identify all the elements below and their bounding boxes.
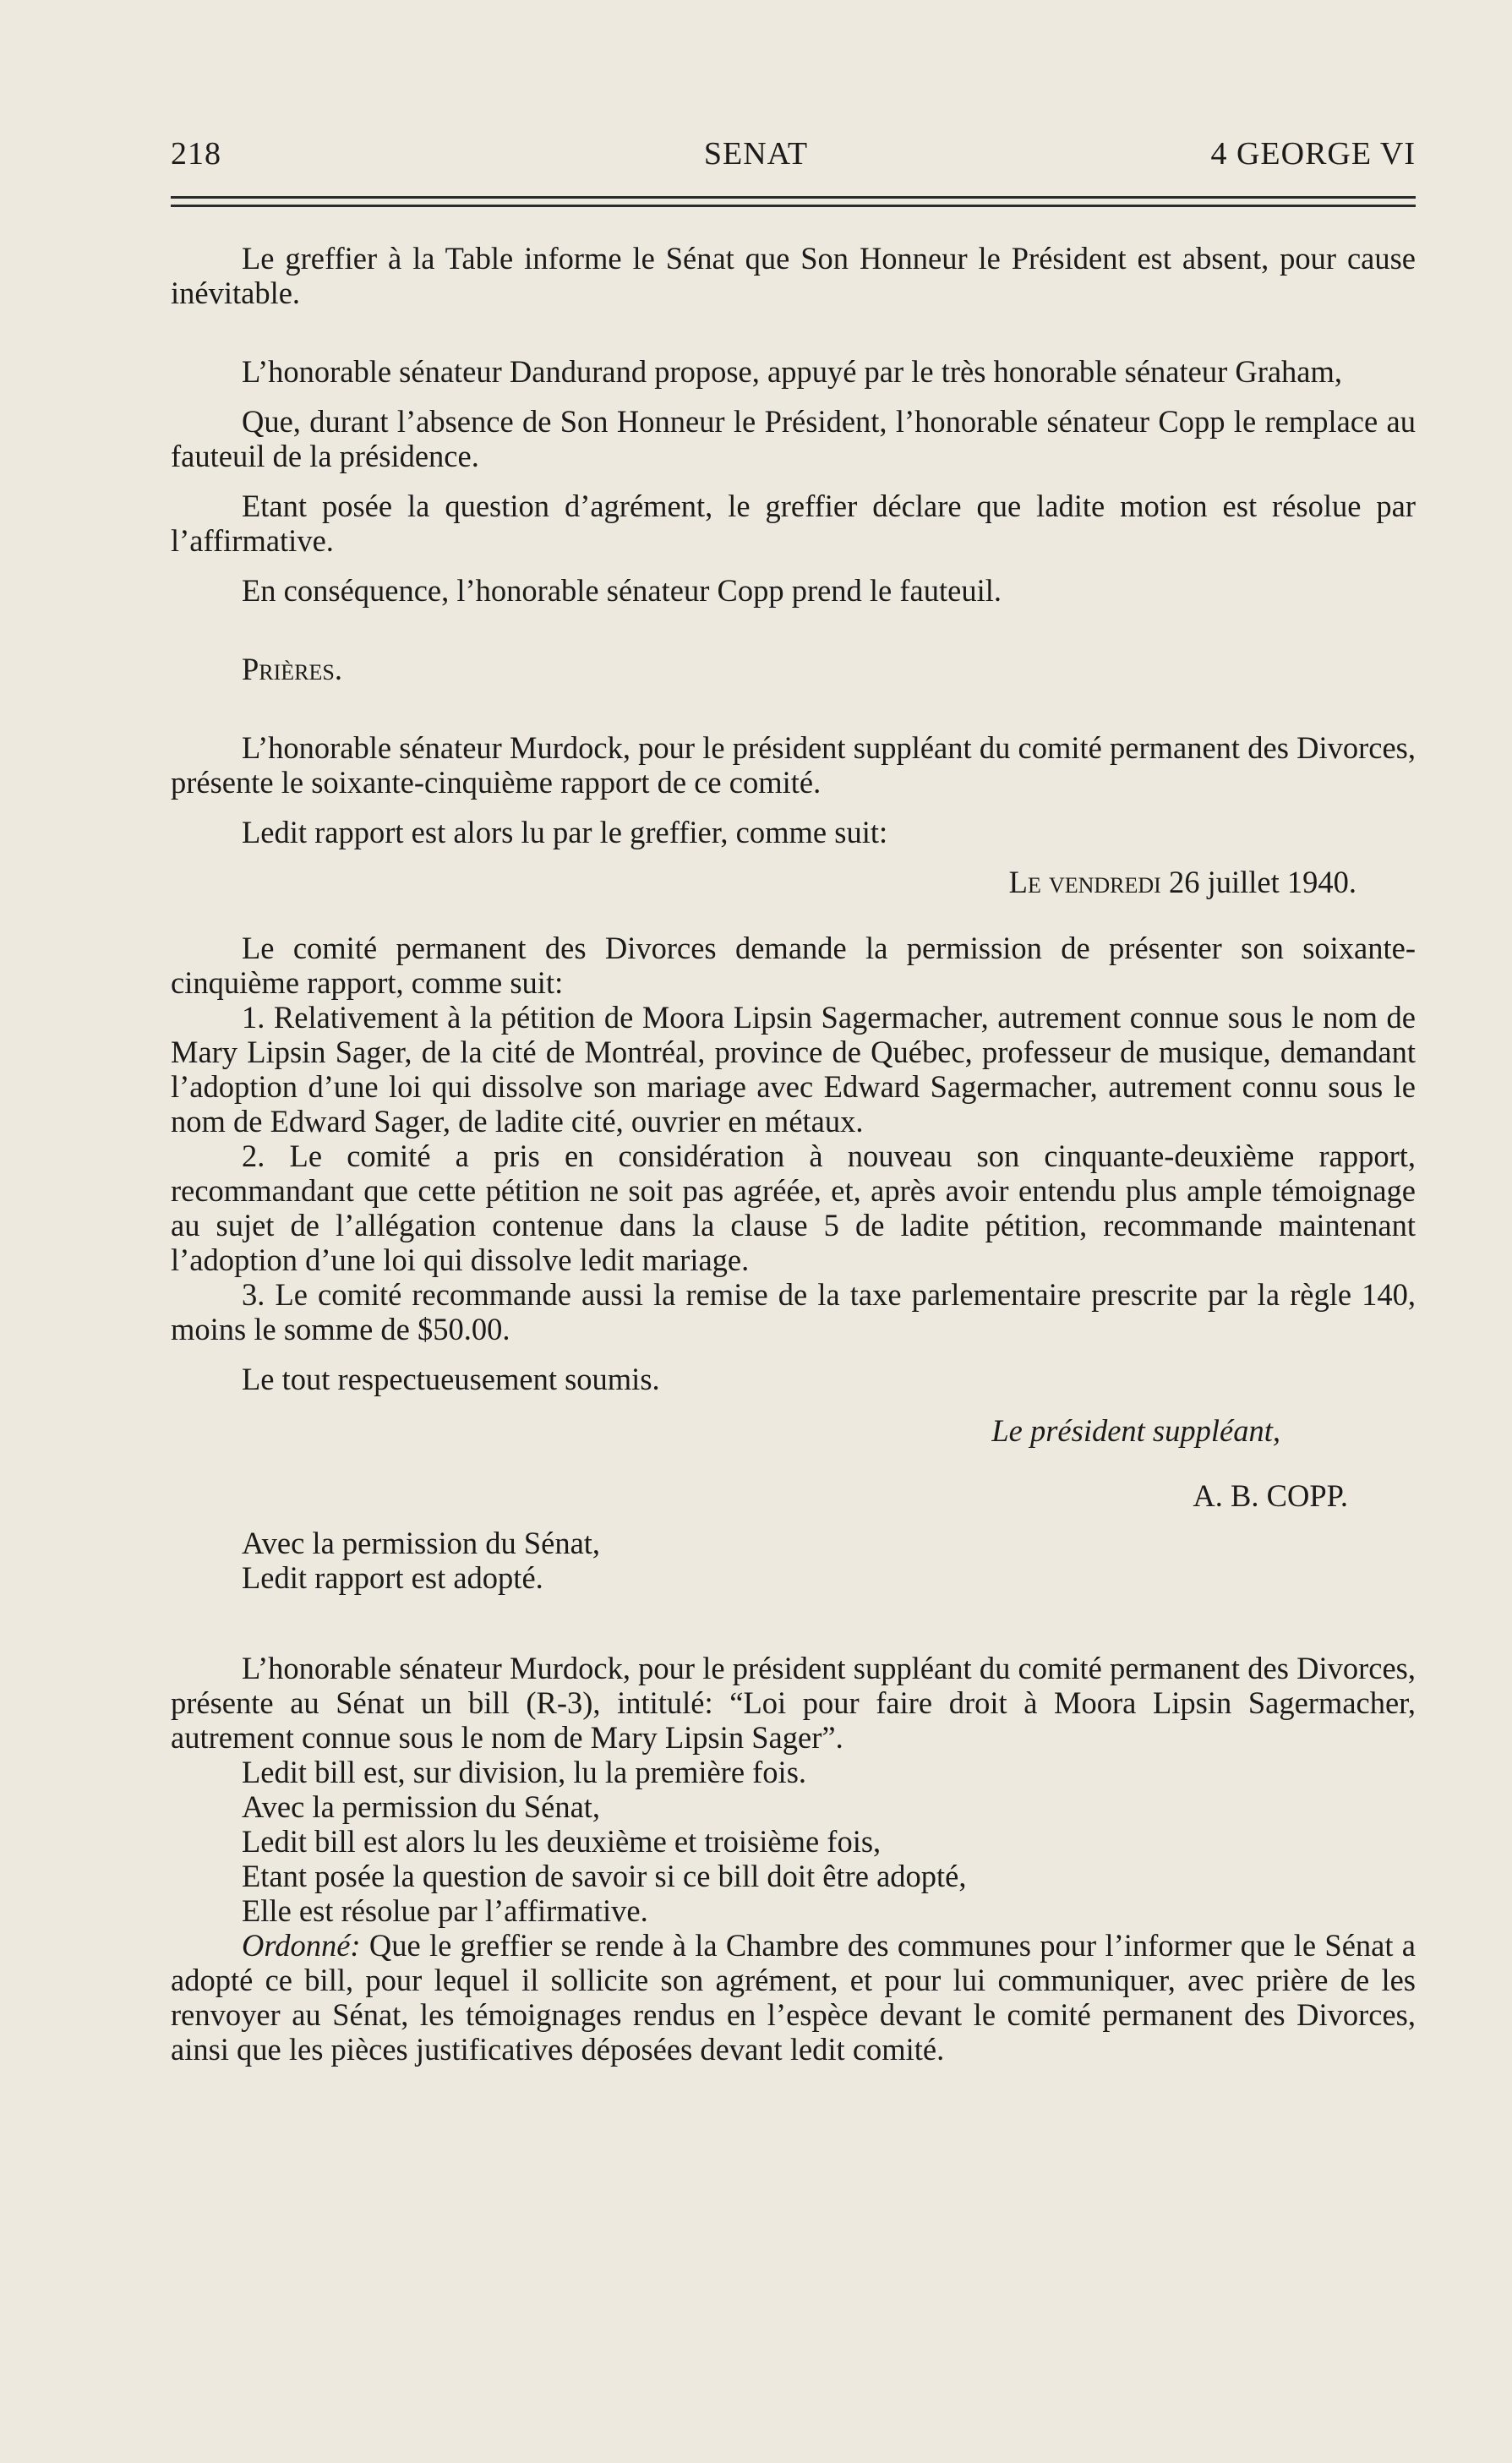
- paragraph-motion: L’honorable sénateur Dandurand propose, appuyé par le très honorable sénateur Graham,: [242, 354, 1343, 389]
- signature-title: Le président suppléant,: [991, 1412, 1280, 1448]
- reign-label: 4 GEORGE VI: [1210, 136, 1416, 172]
- paragraph-motion-text: Que, durant l’absence de Son Honneur le Président, l’honorable sénateur Copp le remplace au fauteuil de la présidence.: [171, 404, 1416, 473]
- paragraph-second-third-reading: Ledit bill est alors lu les deuxième et troisième fois,: [242, 1823, 882, 1859]
- report-date-day: Le vendredi: [1008, 865, 1161, 899]
- paragraph-respectfully-submitted: Le tout respectueusement soumis.: [242, 1361, 660, 1396]
- paragraph-report-read: Ledit rapport est alors lu par le greffier, comme suit:: [242, 815, 888, 849]
- paragraph-leave-of-senate: Avec la permission du Sénat,: [242, 1525, 601, 1560]
- signature-name: A. B. COPP.: [1193, 1478, 1348, 1513]
- paragraph-report-item-1: 1. Relativement à la pétition de Moora Lipsin Sagermacher, autrement connue sous le nom de Mary Lipsin Sager, de la cité de Montréal, province de Québec, professeur de musique, demandant l’adoption d’une loi qui dissolve son mariage avec Edward Sagermacher, autrement connu sous le nom de Edward Sager, de ladite cité, ouvrier en métaux.: [171, 999, 1416, 1139]
- paragraph-bill-presented: L’honorable sénateur Murdock, pour le président suppléant du comité permanent des Divorces, présente au Sénat un bill (R-3), intitulé: “Loi pour faire droit à Moora Lipsin Sagermacher, autrement connue sous le nom de Mary Lipsin Sager”.: [171, 1650, 1416, 1755]
- header-rule-top: [171, 196, 1416, 199]
- paragraph-ordered: [171, 1928, 1416, 2067]
- report-date: [171, 865, 1416, 899]
- ordered-label: Ordonné:: [242, 1927, 361, 1963]
- running-title: SENAT: [703, 136, 809, 172]
- paragraph-motion-result: Etant posée la question d’agrément, le greffier déclare que ladite motion est résolue par l’affirmative.: [171, 489, 1416, 558]
- paragraph-first-reading: Ledit bill est, sur division, lu la première fois.: [242, 1754, 807, 1789]
- prayers-heading: Prières.: [242, 652, 342, 686]
- paragraph-report-intro: Le comité permanent des Divorces demande la permission de présenter son soixante-cinquième rapport, comme suit:: [171, 930, 1416, 1000]
- paragraph-question-put: Etant posée la question de savoir si ce bill doit être adopté,: [242, 1858, 967, 1893]
- paragraph-report-adopted: Ledit rapport est adopté.: [242, 1559, 543, 1595]
- paragraph-clerk-announcement: Le greffier à la Table informe le Sénat que Son Honneur le Président est absent, pour cause inévitable.: [171, 241, 1416, 310]
- page-number: 218: [171, 136, 221, 172]
- paragraph-report-item-3: 3. Le comité recommande aussi la remise de la taxe parlementaire prescrite par la règle 140, moins le somme de $50.00.: [171, 1276, 1416, 1346]
- paragraph-takes-chair: En conséquence, l’honorable sénateur Copp prend le fauteuil.: [242, 573, 1002, 608]
- document-body: [171, 241, 1416, 2067]
- report-date-rest: 26 juillet 1940.: [1160, 865, 1356, 899]
- ordered-text: Que le greffier se rende à la Chambre des communes pour l’informer que le Sénat a adopté ce bill, pour lequel il sollicite son agrément, et pour lui communiquer, avec prière de les renvoyer au Sénat, les témoignages rendus en l’espèce devant le comité permanent des Divorces, ainsi que les pièces justificatives déposées devant ledit comité.: [171, 1927, 1416, 2067]
- paragraph-leave-of-senate-2: Avec la permission du Sénat,: [242, 1789, 601, 1824]
- paragraph-report-presented: L’honorable sénateur Murdock, pour le président suppléant du comité permanent des Divorces, présente le soixante-cinquième rapport de ce comité.: [171, 730, 1416, 800]
- paragraph-report-item-2: 2. Le comité a pris en considération à nouveau son cinquante-deuxième rapport, recommandant que cette pétition ne soit pas agréée, et, après avoir entendu plus ample témoignage au sujet de l’allégation contenue dans la clause 5 de ladite pétition, recommande maintenant l’adoption d’une loi qui dissolve ledit mariage.: [171, 1138, 1416, 1277]
- paragraph-resolved: Elle est résolue par l’affirmative.: [242, 1892, 648, 1928]
- header-rule-bottom: [171, 205, 1416, 207]
